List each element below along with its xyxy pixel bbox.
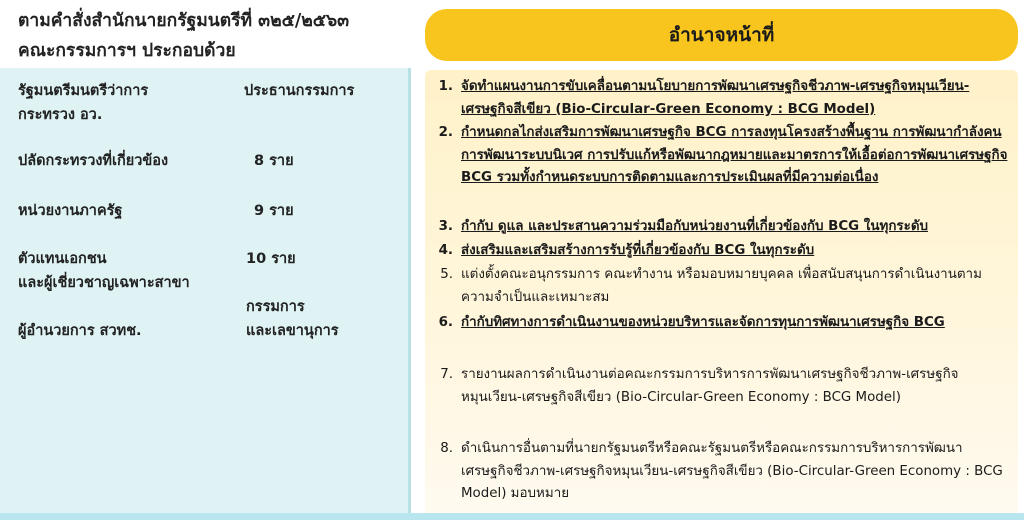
duty-item [433, 76, 1008, 122]
duty-item [433, 438, 1008, 510]
member-value: 9 ราย [254, 203, 294, 219]
bottom-accent-bar [0, 513, 1024, 520]
duty-text: รายงานผลการดำเนินงานต่อคณะกรรมการบริหารการพัฒนาเศรษฐกิจชีวภาพ-เศรษฐกิจหมุนเวียน-เศรษฐกิจสีเขียว (Bio-Circular-Green Economy : BCG Model) [461, 367, 959, 405]
duty-number: 4. [438, 243, 453, 258]
duty-item [433, 364, 1008, 432]
duty-number: 5. [440, 267, 453, 282]
duty-text: กำหนดกลไกส่งเสริมการพัฒนาเศรษฐกิจ BCG การลงทุนโครงสร้างพื้นฐาน การพัฒนากำลังคน การพัฒนาระบบนิเวศ การปรับแก้หรือพัฒนากฎหมายและมาตรการให้เอื้อต่อการพัฒนาเศรษฐกิจ BCG รวมทั้งกำหนดระบบการติดตามและการประเมินผลที่มีความต่อเนื่อง [461, 125, 1008, 186]
duty-text: กำกับ ดูแล และประสานความร่วมมือกับหน่วยงานที่เกี่ยวข้องกับ BCG ในทุกระดับ [461, 219, 929, 234]
duty-item [433, 216, 1008, 240]
duties-header: อำนาจหน้าที่ [425, 9, 1018, 61]
committee-members-panel [0, 68, 411, 514]
member-label: ผู้อำนวยการ สวทช. [18, 323, 142, 339]
duty-text: แต่งตั้งคณะอนุกรรมการ คณะทำงาน หรือมอบหมายบุคคล เพื่อสนับสนุนการดำเนินงานตามความจำเป็นและเหมาะสม [461, 267, 982, 305]
duties-panel [425, 70, 1018, 515]
duty-text: ส่งเสริมและเสริมสร้างการรับรู้ที่เกี่ยวข้องกับ BCG ในทุกระดับ [461, 243, 815, 258]
duty-number: 1. [438, 79, 453, 94]
duty-number: 3. [438, 219, 453, 234]
duty-number: 7. [440, 367, 453, 382]
duty-text: กำกับทิศทางการดำเนินงานของหน่วยบริหารและจัดการทุนการพัฒนาเศรษฐกิจ BCG [461, 315, 945, 330]
duty-item [433, 312, 1008, 358]
duty-number: 8. [440, 441, 453, 456]
title-line-2: คณะกรรมการฯ ประกอบด้วย [18, 41, 236, 61]
member-label: กระทรวง อว. [18, 107, 103, 123]
member-value: 8 ราย [254, 153, 294, 169]
member-label: รัฐมนตรีมนตรีว่าการ [18, 83, 149, 99]
member-value: 10 ราย [246, 251, 296, 267]
member-label: หน่วยงานภาครัฐ [18, 203, 123, 219]
title-line-1: ตามคำสั่งสำนักนายกรัฐมนตรีที่ ๓๒๕/๒๕๖๓ [18, 11, 350, 31]
member-label: และผู้เชี่ยวชาญเฉพาะสาขา [18, 275, 190, 291]
duty-item [433, 264, 1008, 310]
member-value: และเลขานุการ [246, 323, 339, 339]
duty-item [433, 240, 1008, 264]
duty-text: จัดทำแผนงานการขับเคลื่อนตามนโยบายการพัฒนาเศรษฐกิจชีวภาพ-เศรษฐกิจหมุนเวียน-เศรษฐกิจสีเขียว (Bio-Circular-Green Economy : BCG Model) [461, 79, 970, 117]
duty-number: 6. [438, 315, 453, 330]
duty-number: 2. [438, 125, 453, 140]
member-label: ตัวแทนเอกชน [18, 251, 107, 267]
member-value: กรรมการ [246, 299, 305, 315]
member-value: ประธานกรรมการ [244, 83, 355, 99]
duty-item [433, 122, 1008, 214]
duty-text: ดำเนินการอื่นตามที่นายกรัฐมนตรีหรือคณะรัฐมนตรีหรือคณะกรรมการบริหารการพัฒนาเศรษฐกิจชีวภาพ-เศรษฐกิจหมุนเวียน-เศรษฐกิจสีเขียว (Bio-Circular-Green Economy : BCG Model) มอบหมาย [461, 441, 1003, 502]
page-title [18, 6, 413, 66]
member-label: ปลัดกระทรวงที่เกี่ยวข้อง [18, 153, 169, 169]
